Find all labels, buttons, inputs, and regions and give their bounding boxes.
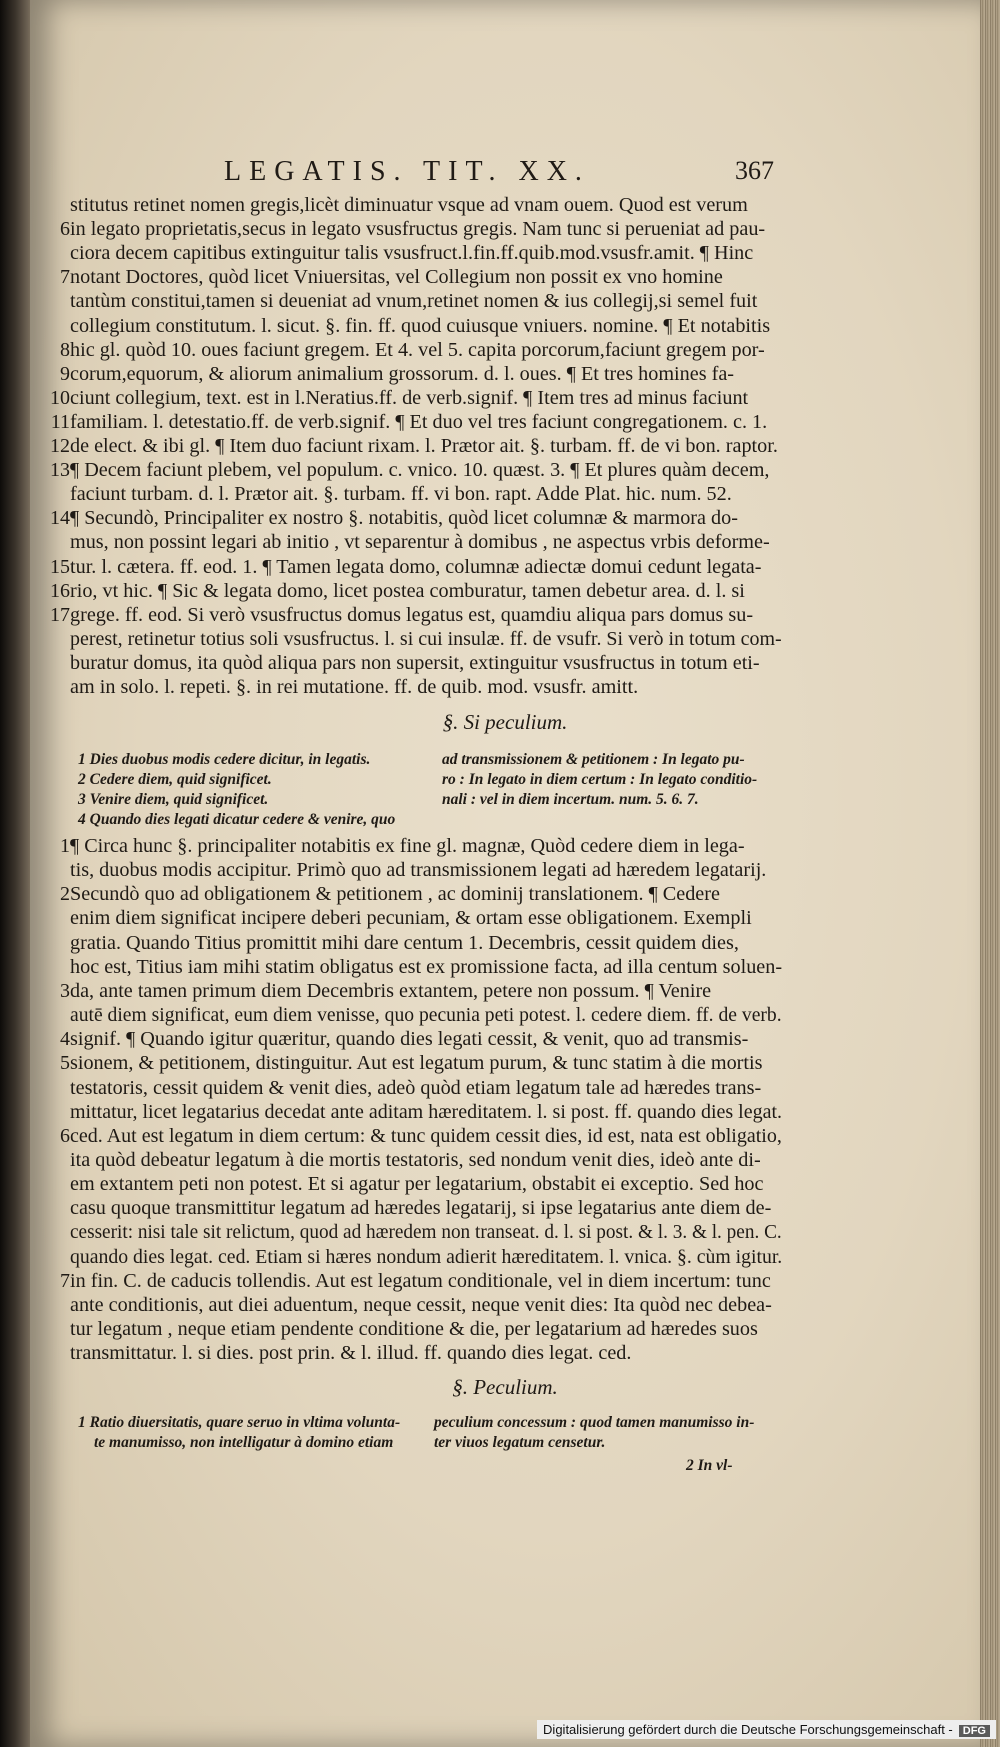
text-line xyxy=(38,650,978,676)
line-text: faciunt turbam. d. l. Prætor ait. §. turbam. ff. vi bon. rapt. Adde Plat. hic. num. 52. xyxy=(70,483,732,506)
line-text: am in solo. l. repeti. §. in rei mutatione. ff. de quib. mod. vsusfr. amitt. xyxy=(70,676,639,698)
line-text: ¶ Secundò, Principaliter ex nostro §. notabitis, quòd licet columnæ & marmora do- xyxy=(70,507,738,530)
catchword: 2 In vl- xyxy=(686,1457,733,1474)
running-header xyxy=(30,156,980,186)
line-text: gratia. Quando Titius promittit mihi dare centum 1. Decembris, cessit quidem dies, xyxy=(70,931,739,954)
line-text: hic gl. quòd 10. oues faciunt gregem. Et 4. vel 5. capita porcorum,faciunt gregem por- xyxy=(70,338,765,361)
line-text: grege. ff. eod. Si verò vsusfructus domus legatus est, quamdiu aliqua pars domus su- xyxy=(70,603,754,626)
margin-number: 7 xyxy=(60,266,70,289)
line-text: ciunt collegium, text. est in l.Neratius.ff. de verb.signif. ¶ Item tres ad minus faciunt xyxy=(70,386,749,409)
text-line xyxy=(38,1026,978,1052)
text-line xyxy=(38,288,978,314)
margin-number: 11 xyxy=(50,410,70,433)
summary-item: peculium concessum : quod tamen manumisso in- xyxy=(434,1414,755,1431)
line-text: quando dies legat. ced. Etiam si hæres nondum adierit hæreditatem. l. vnica. §. cùm igitur. xyxy=(70,1245,783,1268)
text-line xyxy=(38,1099,978,1125)
line-text: hoc est, Titius iam mihi statim obligatus est ex promissione facta, ad illa centum soluen- xyxy=(70,955,783,978)
text-line xyxy=(38,1244,978,1270)
line-text: tur. l. cætera. ff. eod. 1. ¶ Tamen legata domo, columnæ adiectæ domui cedunt legata- xyxy=(70,555,762,578)
line-text: ita quòd debeatur legatum à die mortis testatoris, sed nondum venit dies, ideò ante di- xyxy=(70,1148,761,1171)
digitization-credit xyxy=(537,1720,996,1739)
section-heading-peculium: §. Peculium. xyxy=(452,1375,558,1399)
dfg-logo: DFG xyxy=(959,1725,990,1737)
text-line xyxy=(38,674,978,700)
line-text: Secundò quo ad obligationem & petitionem , ac dominij translationem. ¶ Cedere xyxy=(70,883,720,906)
line-text: sionem, & petitionem, distinguitur. Aut est legatum purum, & tunc statim à die mortis xyxy=(70,1052,763,1075)
margin-number: 1 xyxy=(60,835,70,857)
line-text: de elect. & ibi gl. ¶ Item duo faciunt rixam. l. Prætor ait. §. turbam. ff. de vi bon. raptor. xyxy=(70,435,778,457)
line-text: rio, vt hic. ¶ Sic & legata domo, licet postea comburatur, tamen debetur area. d. l. si xyxy=(70,579,745,602)
text-line xyxy=(38,857,978,883)
text-line xyxy=(38,978,978,1004)
line-text: tur legatum , neque etiam pendente conditione & die, per legatarium ad hæredes suos xyxy=(70,1318,758,1340)
margin-number: 16 xyxy=(50,579,70,602)
text-line xyxy=(38,264,978,290)
summary-item: ter viuos legatum censetur. xyxy=(434,1434,606,1451)
summary-item: 1 Dies duobus modis cedere dicitur, in legatis. xyxy=(78,751,371,768)
margin-number: 13 xyxy=(50,459,70,482)
line-text: familiam. l. detestatio.ff. de verb.signif. ¶ Et duo vel tres faciunt congregationem. c. 1. xyxy=(70,410,768,433)
margin-number: 6 xyxy=(60,218,70,241)
text-line xyxy=(38,602,978,628)
book-gutter xyxy=(0,0,34,1747)
line-text: mus, non possint legari ab initio , vt separentur à domibus , ne aspectus vrbis deforme- xyxy=(70,531,770,554)
line-text: in legato proprietatis,secus in legato vsusfructus gregis. Nam tunc si perueniat ad pau- xyxy=(70,218,766,241)
text-line xyxy=(38,1050,978,1076)
margin-number: 15 xyxy=(50,555,70,578)
summary-item: ro : In legato in diem certum : In legato conditio- xyxy=(442,771,758,788)
line-text: da, ante tamen primum diem Decembris extantem, petere non possum. ¶ Venire xyxy=(70,979,712,1002)
line-text: ¶ Circa hunc §. principaliter notabitis ex fine gl. magnæ, Quòd cedere diem in lega- xyxy=(70,835,745,857)
line-text: signif. ¶ Quando igitur quæritur, quando dies legati cessit, & venit, quo ad transmis- xyxy=(70,1028,749,1051)
text-line xyxy=(38,1075,978,1101)
book-page xyxy=(30,0,980,1747)
text-line xyxy=(38,192,978,218)
text-line xyxy=(38,1268,978,1294)
section-heading-si-peculium: §. Si peculium. xyxy=(442,710,568,734)
margin-number: 14 xyxy=(50,507,70,530)
line-text: in fin. C. de caducis tollendis. Aut est legatum conditionale, vel in diem incertum: tunc xyxy=(70,1269,771,1292)
text-line xyxy=(38,626,978,652)
text-line xyxy=(38,1123,978,1149)
text-line xyxy=(38,930,978,956)
line-text: notant Doctores, quòd licet Vniuersitas, vel Collegium non possit ex vno homine xyxy=(70,266,723,289)
text-line xyxy=(38,554,978,580)
text-line xyxy=(38,954,978,980)
text-line xyxy=(38,337,978,363)
line-text: ciora decem capitibus extinguitur talis vsusfruct.l.fin.ff.quib.mod.vsusfr.amit. ¶ Hinc xyxy=(70,242,754,265)
margin-number: 6 xyxy=(60,1124,70,1147)
line-text: ante conditionis, aut diei aduentum, neque cessit, neque venit dies: Ita quòd nec debea- xyxy=(70,1293,772,1316)
summary-item: te manumisso, non intelligatur à domino etiam xyxy=(94,1434,394,1451)
text-line xyxy=(38,1002,978,1028)
summary-item: ad transmissionem & petitionem : In legato pu- xyxy=(442,751,745,768)
margin-number: 8 xyxy=(60,338,70,361)
line-text: transmittatur. l. si dies. post prin. & l. illud. ff. quando dies legat. ced. xyxy=(70,1342,632,1365)
line-text: stitutus retinet nomen gregis,licèt diminuatur vsque ad vnam ouem. Quod est verum xyxy=(70,194,748,216)
text-line xyxy=(38,881,978,907)
text-line xyxy=(38,578,978,604)
line-text: mittatur, licet legatarius decedat ante aditam hæreditatem. l. si post. ff. quando dies legat. xyxy=(70,1100,782,1123)
line-text: em extantem peti non potest. Et si agatur per legatarium, obstabit ei exceptio. Sed hoc xyxy=(70,1173,764,1196)
line-text: testatoris, cessit quidem & venit dies, adeò quòd etiam legatum tale ad hæredes trans- xyxy=(70,1076,762,1099)
line-text: autē diem significat, eum diem venisse, quo pecunia peti potest. l. cedere diem. ff. de verb. xyxy=(70,1004,782,1027)
margin-number: 9 xyxy=(60,362,70,385)
summary-item: 4 Quando dies legati dicatur cedere & venire, quo xyxy=(78,811,396,828)
margin-number: 2 xyxy=(60,883,70,906)
summary-item: 3 Venire diem, quid significet. xyxy=(78,791,269,808)
margin-number: 12 xyxy=(50,435,70,457)
text-line xyxy=(38,240,978,266)
text-line xyxy=(38,1195,978,1221)
text-line xyxy=(38,409,978,435)
text-line xyxy=(38,1171,978,1197)
text-line xyxy=(38,1316,978,1342)
text-line xyxy=(38,1292,978,1318)
line-text: corum,equorum, & aliorum animalium grossorum. d. l. oues. ¶ Et tres homines fa- xyxy=(70,362,734,385)
text-line xyxy=(38,457,978,483)
page-number: 367 xyxy=(735,156,774,185)
text-line xyxy=(38,313,978,339)
text-line xyxy=(38,216,978,242)
margin-number: 3 xyxy=(60,979,70,1002)
line-text: cesserit: nisi tale sit relictum, quod ad hæredem non transeat. d. l. si post. & l. 3. & l. pen. C. xyxy=(70,1221,782,1244)
summary-item: 2 Cedere diem, quid significet. xyxy=(78,771,272,788)
text-line xyxy=(38,833,978,859)
text-line xyxy=(38,433,978,459)
line-text: collegium constitutum. l. sicut. §. fin. ff. quod cuiusque vniuers. nomine. ¶ Et notabitis xyxy=(70,314,771,337)
line-text: ¶ Decem faciunt plebem, vel populum. c. vnico. 10. quæst. 3. ¶ Et plures quàm decem, xyxy=(70,459,770,482)
text-line xyxy=(38,481,978,507)
text-line xyxy=(38,905,978,931)
text-line xyxy=(38,361,978,387)
line-text: enim diem significat incipere deberi pecuniam, & ortam esse obligationem. Exempli xyxy=(70,907,752,930)
margin-number: 17 xyxy=(50,603,70,626)
line-text: perest, retinetur totius soli vsusfructus. l. si cui insulæ. ff. de vsufr. Si verò in totum com- xyxy=(70,627,782,650)
summary-item: nali : vel in diem incertum. num. 5. 6. 7. xyxy=(442,791,699,808)
line-text: tis, duobus modis accipitur. Primò quo ad transmissionem legati ad hæredem legatarij. xyxy=(70,859,767,882)
margin-number: 4 xyxy=(60,1028,70,1051)
text-line xyxy=(38,1147,978,1173)
line-text: casu quoque transmittitur legatum ad hæredes legatarij, si ipse legatarius ante diem de- xyxy=(70,1197,772,1220)
margin-number: 7 xyxy=(60,1269,70,1292)
text-line xyxy=(38,1340,978,1366)
text-line xyxy=(38,529,978,555)
text-line xyxy=(38,385,978,411)
running-title: LEGATIS. TIT. XX. xyxy=(224,156,590,187)
text-line xyxy=(38,505,978,531)
margin-number: 10 xyxy=(50,386,70,409)
line-text: tantùm constitui,tamen si deueniat ad vnum,retinet nomen & ius collegij,si semel fuit xyxy=(70,290,758,313)
line-text: buratur domus, ita quòd aliqua pars non supersit, extinguitur vsusfructus in totum eti- xyxy=(70,651,760,674)
credit-text: Digitalisierung gefördert durch die Deutsche Forschungsgemeinschaft - xyxy=(543,1722,953,1737)
line-text: ced. Aut est legatum in diem certum: & tunc quidem cessit dies, id est, nata est obligatio, xyxy=(70,1124,782,1147)
summary-item: 1 Ratio diuersitatis, quare seruo in vltima volunta- xyxy=(78,1414,401,1431)
margin-number: 5 xyxy=(60,1052,70,1075)
text-line xyxy=(38,1219,978,1245)
